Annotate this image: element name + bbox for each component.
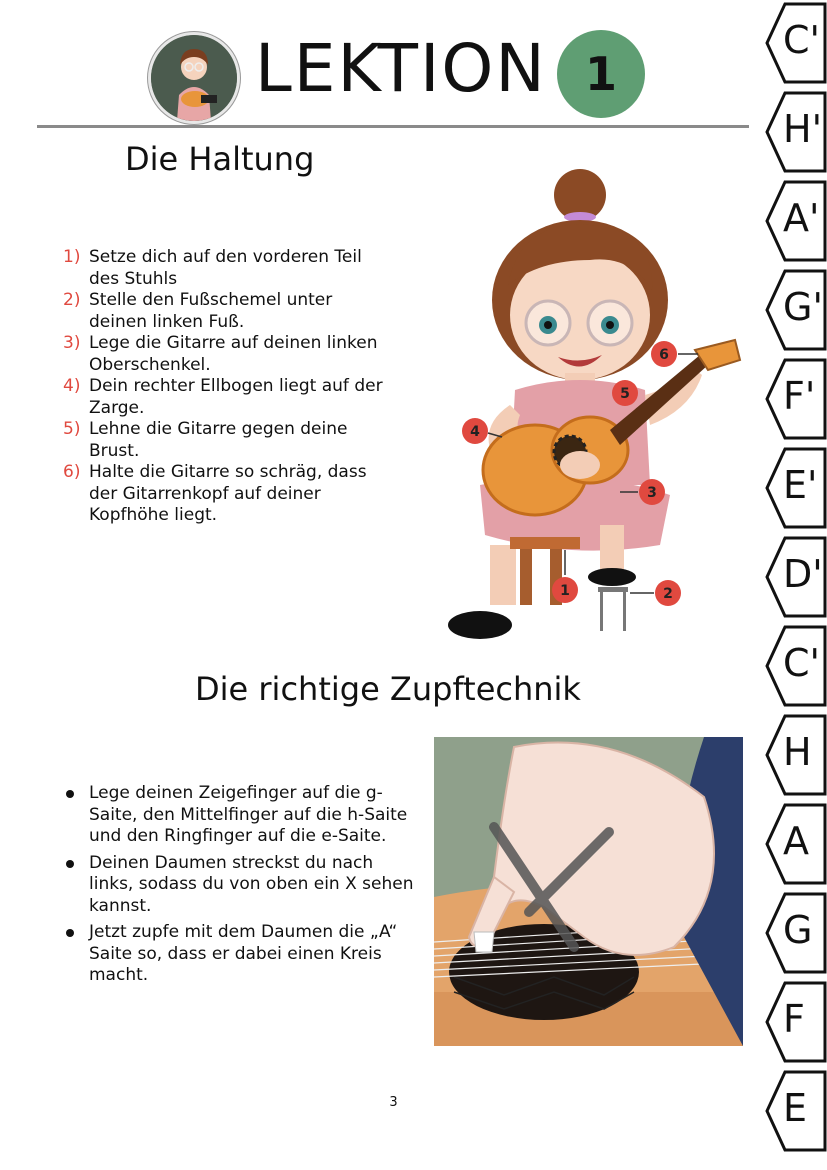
- step-text: Setze dich auf den vorderen Teil des Stuhls: [89, 247, 362, 289]
- marker-4: 4: [470, 424, 480, 440]
- step-number: 1): [63, 247, 81, 267]
- note-tab-label: G': [783, 285, 823, 329]
- note-tab[interactable]: [765, 981, 827, 1061]
- mascot-avatar: [148, 32, 240, 124]
- note-tab[interactable]: [765, 803, 827, 883]
- marker-3: 3: [647, 485, 657, 501]
- marker-6: 6: [659, 347, 669, 363]
- step-number: 5): [63, 419, 81, 439]
- note-tab[interactable]: [765, 714, 827, 794]
- bullet-text: Lege deinen Zeigefinger auf die g-Saite, den Mittelfinger auf die h-Saite und den Ringfinger auf die e-Saite.: [89, 783, 408, 846]
- marker-2: 2: [663, 586, 673, 602]
- section-heading-posture: Die Haltung: [125, 140, 315, 178]
- step-text: Halte die Gitarre so schräg, dass der Gitarrenkopf auf deiner Kopfhöhe liegt.: [89, 462, 367, 525]
- step-text: Dein rechter Ellbogen liegt auf der Zarge.: [89, 376, 383, 418]
- note-tab[interactable]: [765, 180, 827, 260]
- note-tabs: [765, 0, 827, 1170]
- bullet-icon: [66, 929, 74, 937]
- note-tab[interactable]: [765, 625, 827, 705]
- note-tab-label: H: [783, 730, 812, 774]
- note-tab-label: C': [783, 18, 820, 62]
- note-tab[interactable]: [765, 447, 827, 527]
- note-tab-label: G: [783, 908, 813, 952]
- step-number: 6): [63, 462, 81, 482]
- list-item: [63, 783, 418, 848]
- step-text: Lehne die Gitarre gegen deine Brust.: [89, 419, 348, 461]
- bullet-text: Deinen Daumen streckst du nach links, sodass du von oben ein X sehen kannst.: [89, 852, 414, 916]
- guitar-posture-illustration: [440, 165, 750, 645]
- plucking-hand-illustration: [434, 737, 743, 1046]
- list-item: [63, 419, 393, 462]
- list-item: [63, 247, 393, 290]
- list-item: [63, 462, 393, 527]
- list-item: [63, 290, 393, 333]
- note-tab[interactable]: [765, 1070, 827, 1150]
- note-tab[interactable]: [765, 269, 827, 349]
- note-tab-label: A: [783, 819, 809, 863]
- note-tab-label: C': [783, 641, 820, 685]
- bullet-icon: [66, 860, 74, 868]
- section-heading-plucking: Die richtige Zupftechnik: [195, 670, 581, 708]
- note-tab-label: H': [783, 107, 823, 151]
- step-number: 2): [63, 290, 81, 310]
- note-tab[interactable]: [765, 892, 827, 972]
- marker-1: 1: [560, 583, 570, 599]
- header-divider: [37, 125, 749, 128]
- plucking-bullets-list: [63, 783, 418, 992]
- note-tab-label: F: [783, 997, 805, 1041]
- list-item: [63, 922, 418, 987]
- list-item: [63, 376, 393, 419]
- step-text: Stelle den Fußschemel unter deinen linken Fuß.: [89, 290, 333, 332]
- bullet-text: Jetzt zupfe mit dem Daumen die „A“ Saite so, dass er dabei einen Kreis macht.: [89, 922, 398, 985]
- note-tab-label: F': [783, 374, 816, 418]
- note-tab-label: E': [783, 463, 818, 507]
- lesson-title: LEKTION: [255, 30, 547, 107]
- page-number: 3: [389, 1095, 398, 1110]
- note-tab[interactable]: [765, 2, 827, 82]
- list-item: [63, 853, 418, 918]
- note-tab-label: E: [783, 1086, 808, 1130]
- note-tab-label: D': [783, 552, 823, 596]
- marker-5: 5: [620, 386, 630, 402]
- step-number: 4): [63, 376, 81, 396]
- list-item: [63, 333, 393, 376]
- bullet-icon: [66, 790, 74, 798]
- lesson-number-badge: 1: [557, 30, 645, 118]
- step-number: 3): [63, 333, 81, 353]
- step-text: Lege die Gitarre auf deinen linken Oberschenkel.: [89, 333, 378, 375]
- note-tab[interactable]: [765, 358, 827, 438]
- posture-steps-list: [63, 247, 393, 527]
- note-tab-label: A': [783, 196, 820, 240]
- note-tab[interactable]: [765, 91, 827, 171]
- note-tab[interactable]: [765, 536, 827, 616]
